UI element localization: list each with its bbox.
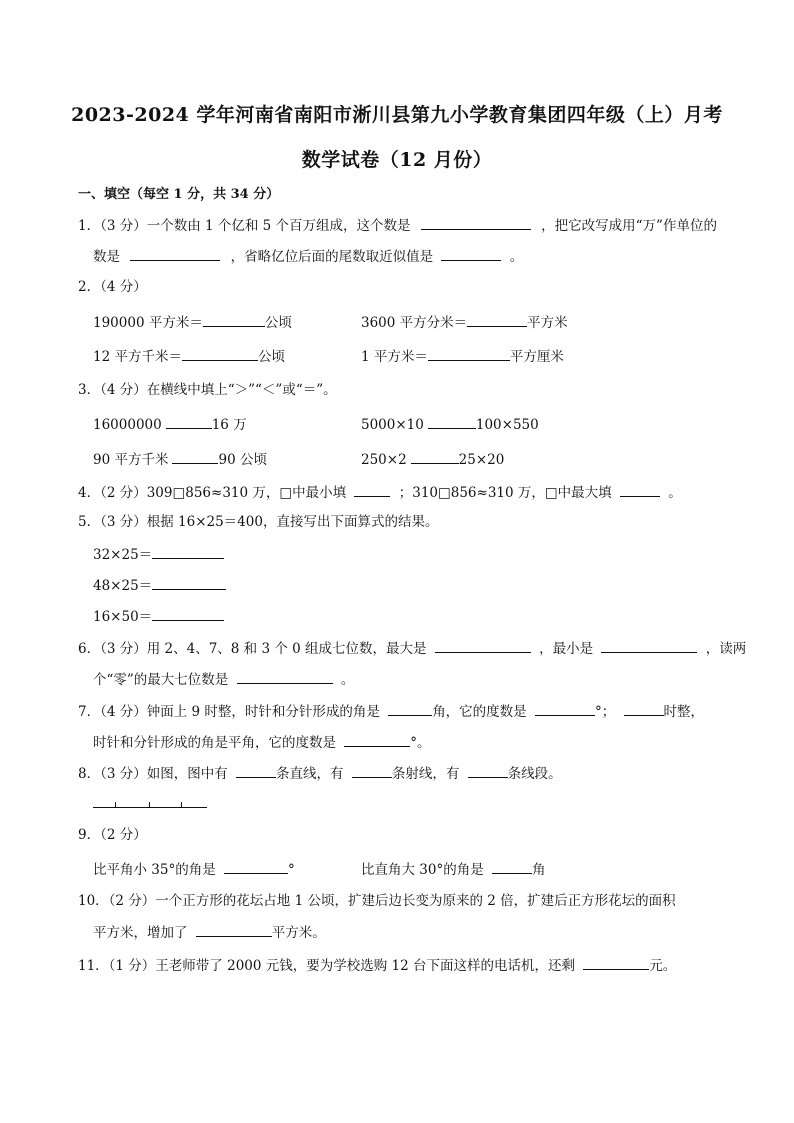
q7-text-c: °； xyxy=(594,704,616,720)
q8-figure-point xyxy=(115,802,116,808)
q5-answer-blank[interactable] xyxy=(152,576,226,590)
q11-answer-blank[interactable] xyxy=(583,956,649,970)
q7-text-a: 7．（4 分）钟面上 9 时整，时针和分针形成的角是 xyxy=(78,704,380,720)
q2-row1-right xyxy=(361,313,568,332)
q2-unit: 平方厘米 xyxy=(509,349,564,365)
q6-answer-blank-2[interactable] xyxy=(601,639,697,653)
q4-answer-blank-1[interactable] xyxy=(354,483,390,497)
q2-expr: 1 平方米＝ xyxy=(361,349,428,365)
question-7-line2 xyxy=(93,733,431,752)
q3-right-expr: 100×550 xyxy=(475,417,539,433)
q4-answer-blank-2[interactable] xyxy=(620,483,660,497)
q5-expr: 16×50＝ xyxy=(93,609,153,625)
q8-answer-blank-2[interactable] xyxy=(352,764,392,778)
question-6-line2 xyxy=(93,670,354,689)
q8-answer-blank-1[interactable] xyxy=(236,764,276,778)
question-2-heading: 2．（4 分） xyxy=(78,279,147,295)
q1-text-c: 数是 xyxy=(93,249,120,265)
q8-text-a: 8．（3 分）如图，图中有 xyxy=(78,766,228,782)
q1-text-e: 。 xyxy=(509,249,524,265)
q9-answer-blank-1[interactable] xyxy=(224,860,288,874)
q5-answer-blank[interactable] xyxy=(152,607,224,621)
q8-figure-line xyxy=(93,807,207,808)
q7-text-b: 角，它的度数是 xyxy=(432,704,527,720)
q6-text-c: ，读两 xyxy=(705,641,747,657)
q3-row1-left xyxy=(93,415,247,434)
q3-compare-blank[interactable] xyxy=(166,415,212,429)
q6-answer-blank-3[interactable] xyxy=(237,670,333,684)
q3-left-expr: 16000000 xyxy=(93,417,162,433)
q6-text-b: ，最小是 xyxy=(539,641,594,657)
q3-compare-blank[interactable] xyxy=(428,415,476,429)
question-3-heading: 3．（4 分）在横线中填上“＞”“＜”或“＝”。 xyxy=(78,382,337,398)
q7-answer-blank-1[interactable] xyxy=(388,702,432,716)
q5-expression-1 xyxy=(93,545,224,564)
question-1-line1 xyxy=(78,216,717,235)
q3-compare-blank[interactable] xyxy=(411,450,459,464)
question-4 xyxy=(78,483,682,502)
q3-right-expr: 16 万 xyxy=(211,417,247,433)
q2-expr: 3600 平方分米＝ xyxy=(361,315,468,331)
q4-text-c: 。 xyxy=(668,485,682,501)
q9-text-a: 比平角小 35°的角是 xyxy=(93,862,216,878)
q4-text-a: 4．（2 分）309□856≈310 万，□中最小填 xyxy=(78,485,347,501)
q5-expression-2 xyxy=(93,576,226,595)
q11-text-b: 元。 xyxy=(649,958,677,974)
q8-text-c: 条射线，有 xyxy=(391,766,460,782)
q1-text-a: 1．（3 分）一个数由 1 个亿和 5 个百万组成，这个数是 xyxy=(78,218,411,234)
q9-left xyxy=(93,860,295,879)
q1-answer-blank-3[interactable] xyxy=(441,247,501,261)
q3-compare-blank[interactable] xyxy=(172,450,218,464)
question-9-heading: 9．（2 分） xyxy=(78,827,147,843)
q6-text-a: 6．（3 分）用 2、4、7、8 和 3 个 0 组成七位数，最大是 xyxy=(78,641,427,657)
question-5-heading: 5．（3 分）根据 16×25＝400，直接写出下面算式的结果。 xyxy=(78,514,439,530)
q9-text-c: 比直角大 30°的角是 xyxy=(361,862,484,878)
q7-answer-blank-4[interactable] xyxy=(344,733,410,747)
q1-text-d: ，省略亿位后面的尾数取近似值是 xyxy=(230,249,434,265)
q3-left-expr: 5000×10 xyxy=(361,417,424,433)
question-10-line2 xyxy=(93,923,326,942)
q2-row1-left xyxy=(93,313,292,332)
q8-text-d: 条线段。 xyxy=(507,766,562,782)
q4-text-b: ；310□856≈310 万，□中最大填 xyxy=(398,485,612,501)
q2-unit: 平方米 xyxy=(527,315,568,331)
q2-expr: 190000 平方米＝ xyxy=(93,315,203,331)
q3-row1-right xyxy=(361,415,539,434)
section-heading-fill-in: 一、填空（每空 1 分，共 34 分） xyxy=(78,187,280,202)
q8-answer-blank-3[interactable] xyxy=(468,764,508,778)
q2-answer-blank[interactable] xyxy=(467,313,527,327)
question-11 xyxy=(78,956,676,975)
q7-text-f: °。 xyxy=(410,735,431,751)
q10-answer-blank[interactable] xyxy=(196,923,272,937)
q2-expr: 12 平方千米＝ xyxy=(93,349,182,365)
q3-left-expr: 250×2 xyxy=(361,452,407,468)
question-7-line1 xyxy=(78,702,704,721)
q6-text-d: 个“零”的最大七位数是 xyxy=(93,672,229,688)
q5-expr: 32×25＝ xyxy=(93,547,153,563)
q6-text-e: 。 xyxy=(340,672,355,688)
q3-right-expr: 90 公顷 xyxy=(218,452,267,468)
q10-text-c: 平方米。 xyxy=(271,925,326,941)
q5-answer-blank[interactable] xyxy=(152,545,224,559)
q5-expression-3 xyxy=(93,607,224,626)
q9-answer-blank-2[interactable] xyxy=(492,860,532,874)
q7-text-e: 时针和分针形成的角是平角，它的度数是 xyxy=(93,735,336,751)
question-6-line1 xyxy=(78,639,746,658)
question-8 xyxy=(78,764,562,783)
q7-answer-blank-2[interactable] xyxy=(535,702,595,716)
q2-row2-left xyxy=(93,347,285,366)
q7-text-d: 时整， xyxy=(663,704,705,720)
q8-text-b: 条直线，有 xyxy=(276,766,344,782)
exam-title-line1: 2023-2024 学年河南省南阳市淅川县第九小学教育集团四年级（上）月考 xyxy=(71,104,723,126)
q1-answer-blank-2[interactable] xyxy=(130,247,220,261)
q3-left-expr: 90 平方千米 xyxy=(93,452,169,468)
exam-title-line2: 数学试卷（12 月份） xyxy=(301,149,493,171)
q8-figure-point xyxy=(149,802,150,808)
q11-text-a: 11．（1 分）王老师带了 2000 元钱，要为学校选购 12 台下面这样的电话机，还剩 xyxy=(78,958,576,974)
q3-right-expr: 25×20 xyxy=(458,452,505,468)
q9-text-b: ° xyxy=(288,862,295,878)
q1-text-b: ，把它改写成用“万”作单位的 xyxy=(541,218,717,234)
q3-row2-right xyxy=(361,450,504,469)
q1-answer-blank-1[interactable] xyxy=(421,216,531,230)
q2-answer-blank[interactable] xyxy=(182,347,258,361)
q2-row2-right xyxy=(361,347,564,366)
q2-unit: 公顷 xyxy=(264,315,292,331)
q6-answer-blank-1[interactable] xyxy=(435,639,531,653)
q2-unit: 公顷 xyxy=(257,349,285,365)
q3-row2-left xyxy=(93,450,267,469)
question-1-line2 xyxy=(93,247,523,266)
q10-text-b: 平方米，增加了 xyxy=(93,925,188,941)
q9-text-d: 角 xyxy=(532,862,546,878)
q2-answer-blank[interactable] xyxy=(203,313,265,327)
question-10-line1: 10．（2 分）一个正方形的花坛占地 1 公顷，扩建后边长变为原来的 2 倍，扩建后正方形花坛的面积 xyxy=(78,893,676,909)
q2-answer-blank[interactable] xyxy=(428,347,510,361)
q5-expr: 48×25＝ xyxy=(93,578,153,594)
q7-answer-blank-3[interactable] xyxy=(624,702,664,716)
q9-right xyxy=(361,860,546,879)
q8-figure-point xyxy=(181,802,182,808)
